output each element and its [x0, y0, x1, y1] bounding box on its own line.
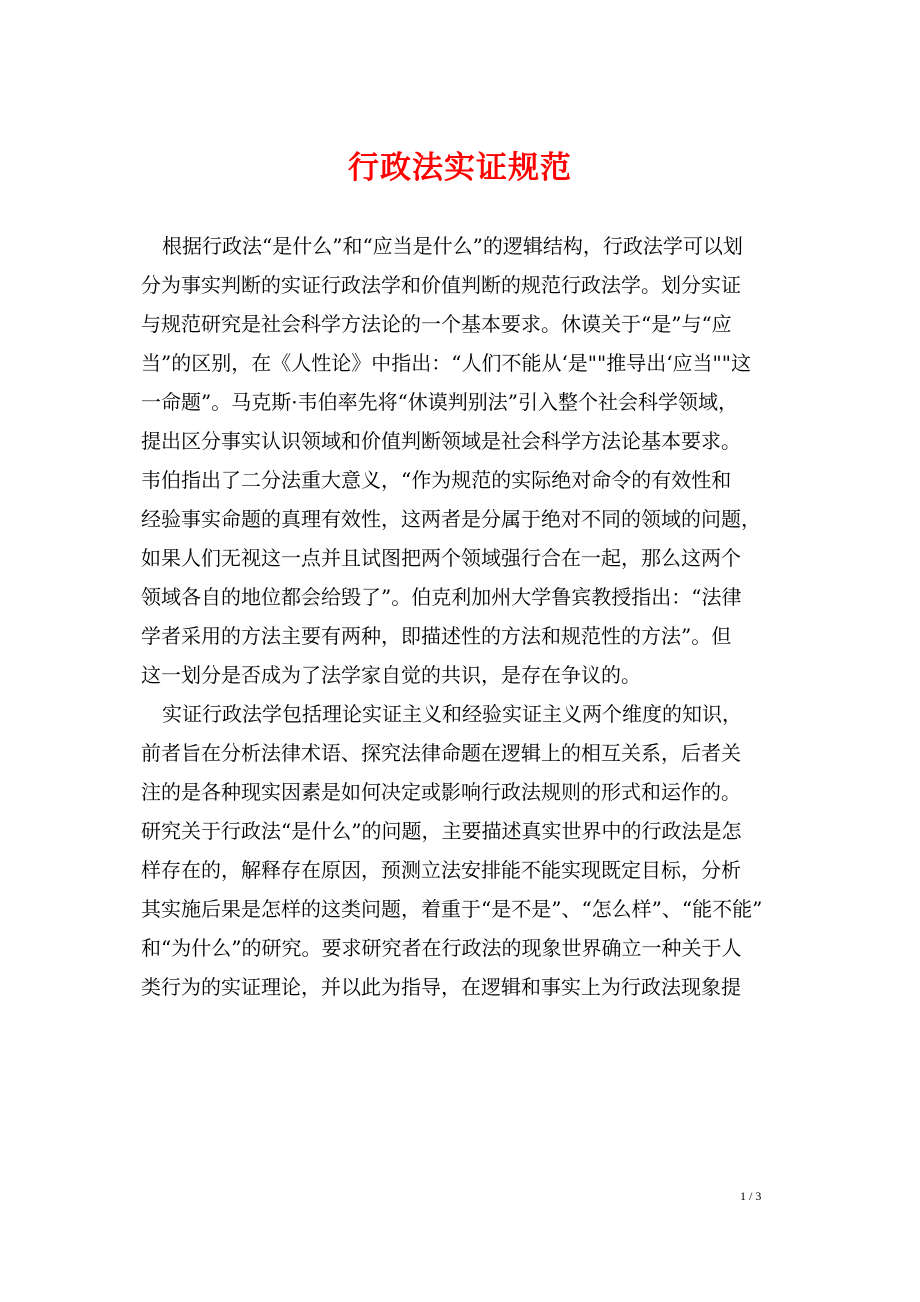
- text-line: 这一划分是否成为了法学家自觉的共识，是存在争议的。: [141, 663, 641, 687]
- page-number: 1 / 3: [740, 1189, 762, 1203]
- text-line: 注的是各种现实因素是如何决定或影响行政法规则的形式和运作的。: [141, 780, 741, 804]
- text-line: 学者采用的方法主要有两种，即描述性的方法和规范性的方法”。但: [141, 624, 732, 648]
- text-line: 根据行政法“是什么”和“应当是什么”的逻辑结构，行政法学可以划: [162, 234, 743, 258]
- text-line: 当”的区别，在《人性论》中指出：“人们不能从‘是""推导出‘应当""这: [141, 351, 751, 375]
- text-line: 样存在的，解释存在原因，预测立法安排能不能实现既定目标，分析: [141, 858, 741, 882]
- text-line: 其实施后果是怎样的这类问题，着重于“是不是”、“怎么样”、“能不能”: [141, 897, 763, 921]
- document-title: 行政法实证规范: [348, 150, 572, 186]
- text-line: 经验事实命题的真理有效性，这两者是分属于绝对不同的领域的问题，: [141, 507, 761, 531]
- text-line: 领域各自的地位都会给毁了”。伯克利加州大学鲁宾教授指出：“法律: [141, 585, 742, 609]
- paragraph-2: [141, 695, 791, 1007]
- text-line: 与规范研究是社会科学方法论的一个基本要求。休谟关于“是”与“应: [141, 312, 732, 336]
- text-line: 分为事实判断的实证行政法学和价值判断的规范行政法学。划分实证: [141, 273, 741, 297]
- text-line: 实证行政法学包括理论实证主义和经验实证主义两个维度的知识，: [162, 702, 742, 726]
- text-line: 如果人们无视这一点并且试图把两个领域强行合在一起，那么这两个: [141, 546, 741, 570]
- text-line: 研究关于行政法“是什么”的问题，主要描述真实世界中的行政法是怎: [141, 819, 742, 843]
- document-body: [141, 227, 791, 1007]
- text-line: 和“为什么”的研究。要求研究者在行政法的现象世界确立一种关于人: [141, 936, 742, 960]
- paragraph-1: [141, 227, 791, 695]
- text-line: 一命题”。马克斯·韦伯率先将“休谟判别法”引入整个社会科学领域，: [141, 390, 739, 414]
- text-line: 前者旨在分析法律术语、探究法律命题在逻辑上的相互关系，后者关: [141, 741, 741, 765]
- text-line: 提出区分事实认识领域和价值判断领域是社会科学方法论基本要求。: [141, 429, 741, 453]
- text-line: 类行为的实证理论，并以此为指导，在逻辑和事实上为行政法现象提: [141, 975, 741, 999]
- text-line: 韦伯指出了二分法重大意义，“作为规范的实际绝对命令的有效性和: [141, 468, 732, 492]
